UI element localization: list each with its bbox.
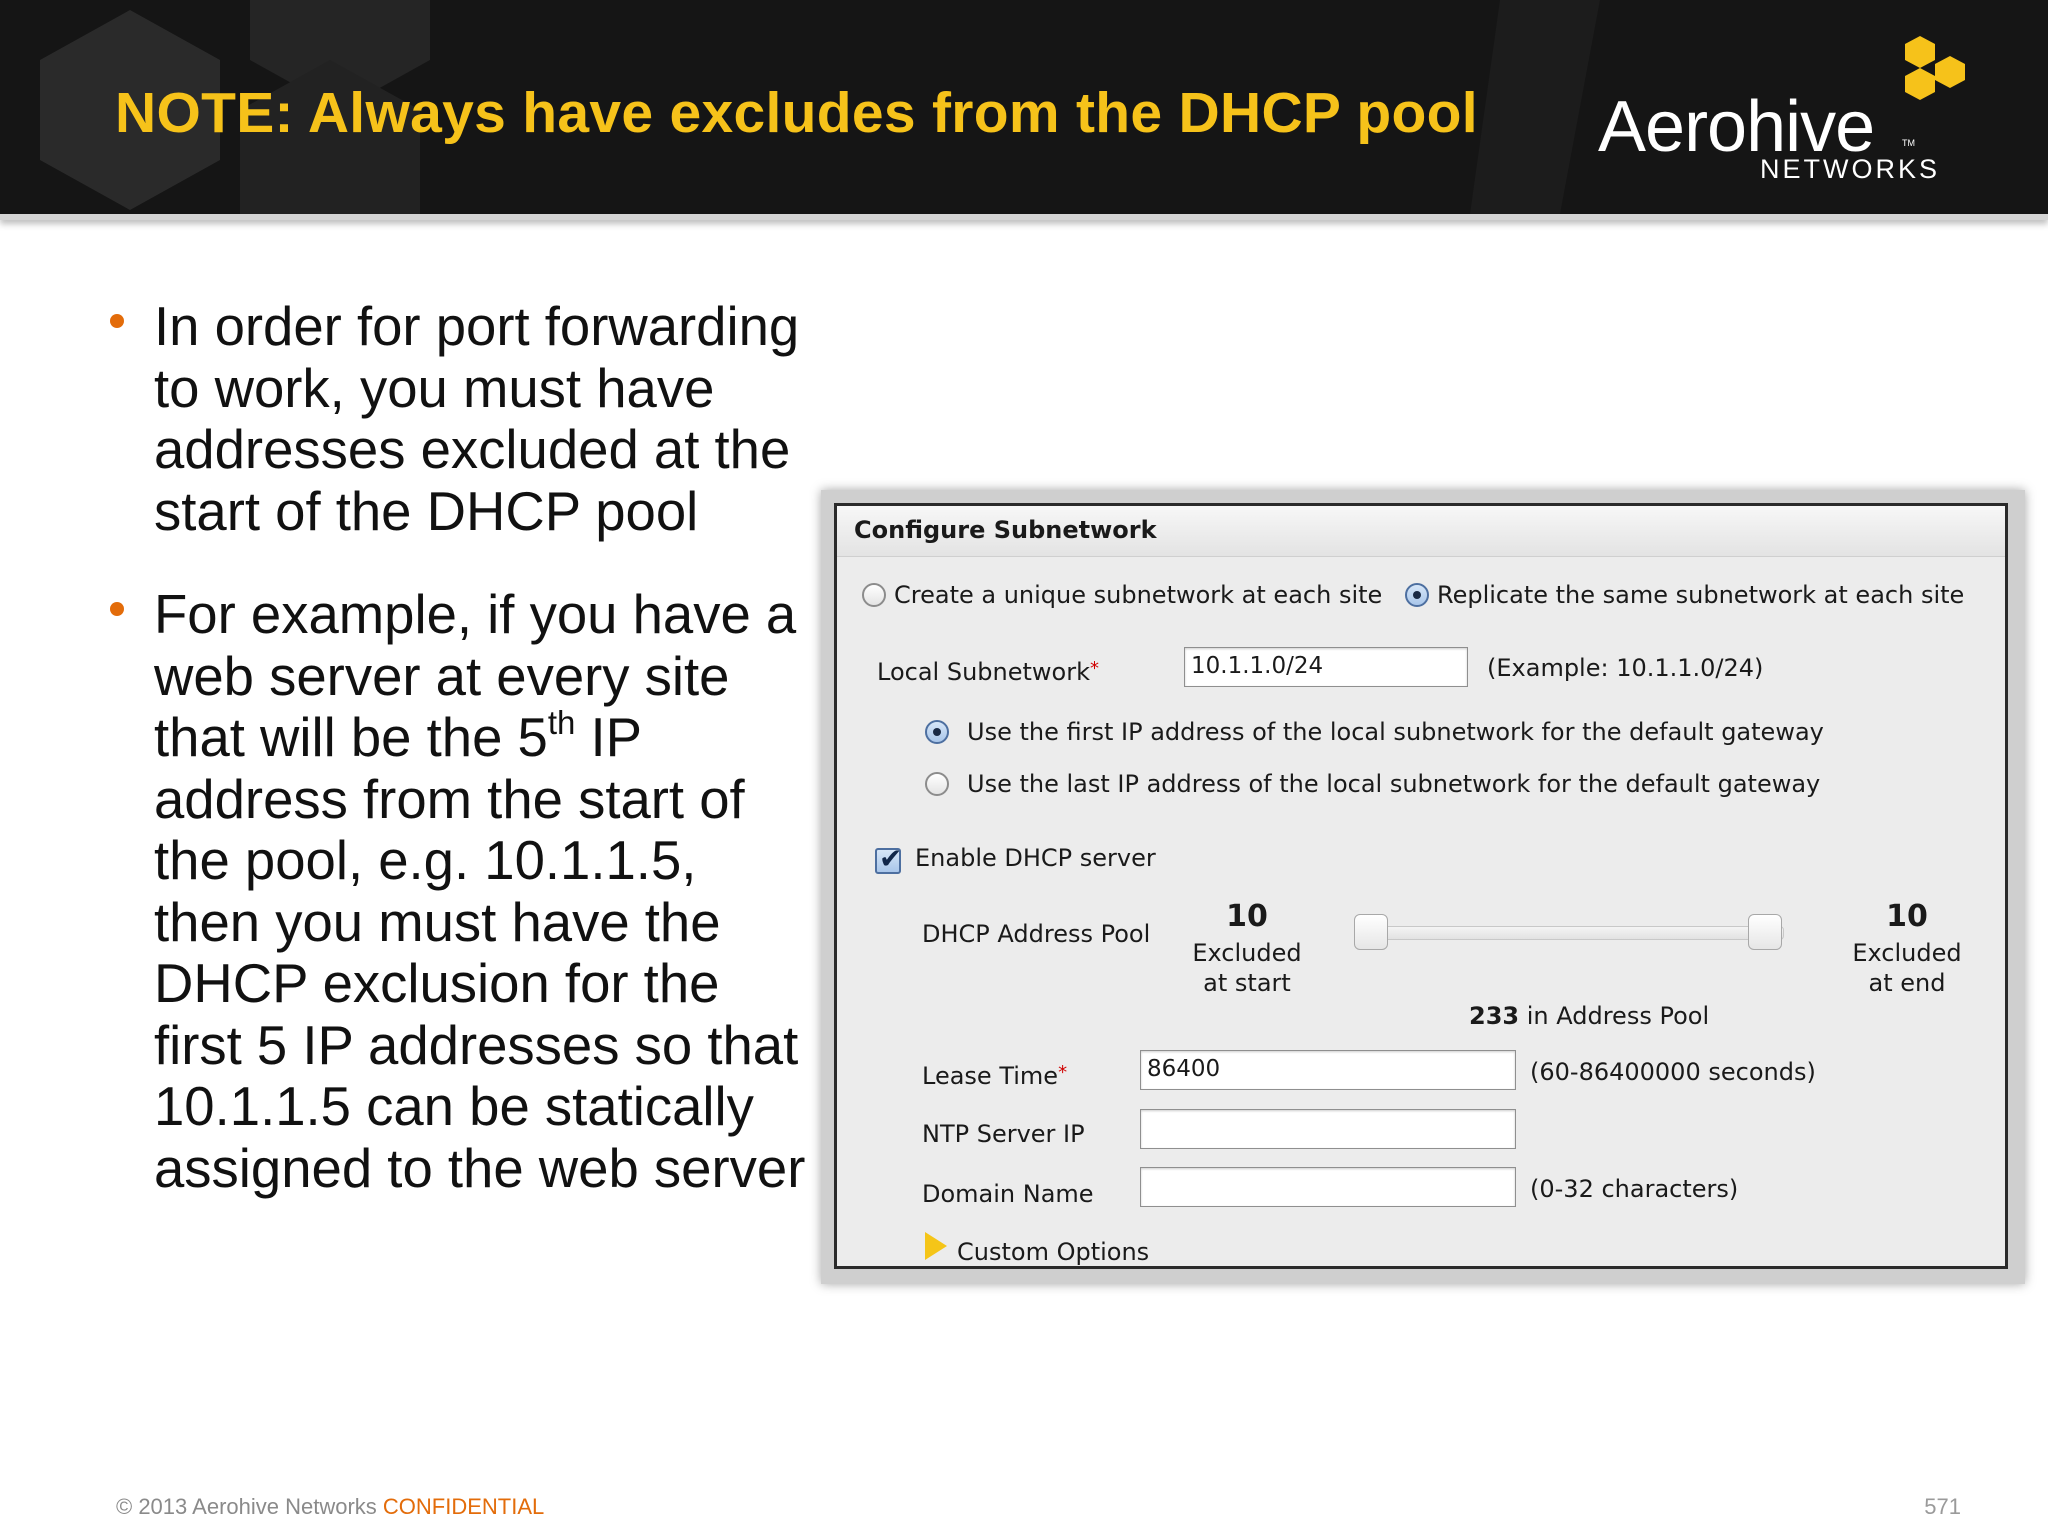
domain-name-label: Domain Name: [922, 1180, 1094, 1208]
logo-subtitle: NETWORKS: [1760, 154, 1941, 184]
bullet-item: [110, 584, 810, 1199]
bullet-text: In order for port forwarding to work, you must have addresses excluded at the start of the DHCP pool: [154, 296, 800, 542]
dhcp-pool-slider[interactable]: [1362, 926, 1784, 940]
slider-end-handle[interactable]: [1748, 914, 1782, 950]
bullet-dot: [110, 602, 124, 616]
local-subnetwork-label: [877, 658, 1099, 686]
dialog-header: [837, 506, 2005, 557]
slide-title: NOTE: Always have excludes from the DHCP pool: [115, 81, 1478, 145]
expand-triangle-icon[interactable]: [925, 1232, 947, 1260]
dhcp-pool-label: DHCP Address Pool: [922, 920, 1151, 948]
bullet-text-part: IP address from the start of the pool, e.g. 10.1.1.5, then you must have the DHCP exclusion for the first 5 IP addresses so that 10.1.1.5 can be statically assigned to the web server: [154, 707, 806, 1199]
enable-dhcp-checkbox[interactable]: [875, 842, 903, 875]
radio-unique-label[interactable]: Create a unique subnetwork at each site: [894, 581, 1383, 609]
local-subnetwork-hint: (Example: 10.1.1.0/24): [1487, 654, 1764, 682]
page-number: 571: [1924, 1494, 1961, 1519]
radio-replicate-label[interactable]: Replicate the same subnetwork at each site: [1437, 581, 1965, 609]
local-subnetwork-input[interactable]: 10.1.1.0/24: [1184, 647, 1468, 687]
radio-last-ip-gateway[interactable]: [925, 772, 949, 796]
domain-name-hint: (0-32 characters): [1530, 1175, 1739, 1203]
local-subnetwork-label-text: Local Subnetwork: [877, 658, 1090, 686]
lease-time-label: [922, 1062, 1067, 1090]
enable-dhcp-label[interactable]: Enable DHCP server: [915, 844, 1156, 872]
confidential-label: CONFIDENTIAL: [382, 1494, 545, 1519]
radio-first-ip-gateway[interactable]: [925, 720, 949, 744]
ntp-server-label: NTP Server IP: [922, 1120, 1085, 1148]
footer-copyright: [116, 1494, 544, 1520]
aerohive-logo: [1590, 36, 1990, 196]
configure-subnetwork-dialog: [834, 503, 2008, 1269]
domain-name-input[interactable]: [1140, 1167, 1516, 1207]
excluded-end-line1: Excluded: [1852, 939, 1962, 967]
logo-hexagon-icon: [1890, 36, 1970, 116]
excluded-start-line1: Excluded: [1192, 939, 1302, 967]
logo-wordmark: Aerohive: [1598, 87, 1875, 167]
required-mark: *: [1089, 658, 1099, 679]
slider-start-handle[interactable]: [1354, 914, 1388, 950]
excluded-start-count: 10: [1226, 899, 1268, 934]
radio-unique-subnetwork[interactable]: [862, 583, 886, 607]
excluded-end-group: [1837, 899, 1977, 998]
header-banner: [0, 0, 2048, 220]
lease-time-input[interactable]: 86400: [1140, 1050, 1516, 1090]
check-icon: ✔: [879, 842, 903, 875]
excluded-start-line2: at start: [1203, 969, 1291, 997]
excluded-end-count: 10: [1886, 899, 1928, 934]
excluded-start-group: [1177, 899, 1317, 998]
lease-time-label-text: Lease Time: [922, 1062, 1059, 1090]
pool-count-number: 233: [1469, 1002, 1520, 1030]
ntp-server-input[interactable]: [1140, 1109, 1516, 1149]
address-pool-count: [1469, 1002, 1709, 1030]
required-mark: *: [1058, 1062, 1068, 1083]
radio-replicate-subnetwork[interactable]: [1405, 583, 1429, 607]
bullet-text-part: For example, if you have a web server at every site that will be the 5: [154, 584, 797, 768]
bullet-item: [110, 296, 810, 542]
logo-trademark: TM: [1902, 138, 1915, 148]
lease-time-hint: (60-86400000 seconds): [1530, 1058, 1816, 1086]
copyright-text: © 2013 Aerohive Networks: [116, 1494, 383, 1519]
radio-first-ip-label[interactable]: Use the first IP address of the local subnetwork for the default gateway: [967, 718, 1824, 746]
radio-last-ip-label[interactable]: Use the last IP address of the local subnetwork for the default gateway: [967, 770, 1821, 798]
bullet-text: [154, 584, 814, 1199]
bullet-list: [110, 296, 810, 1241]
bullet-superscript: th: [547, 704, 576, 741]
dialog-title: Configure Subnetwork: [854, 516, 1157, 544]
bullet-dot: [110, 314, 124, 328]
custom-options-toggle[interactable]: Custom Options: [957, 1238, 1150, 1266]
pool-count-suffix: in Address Pool: [1519, 1002, 1710, 1030]
excluded-end-line2: at end: [1868, 969, 1946, 997]
